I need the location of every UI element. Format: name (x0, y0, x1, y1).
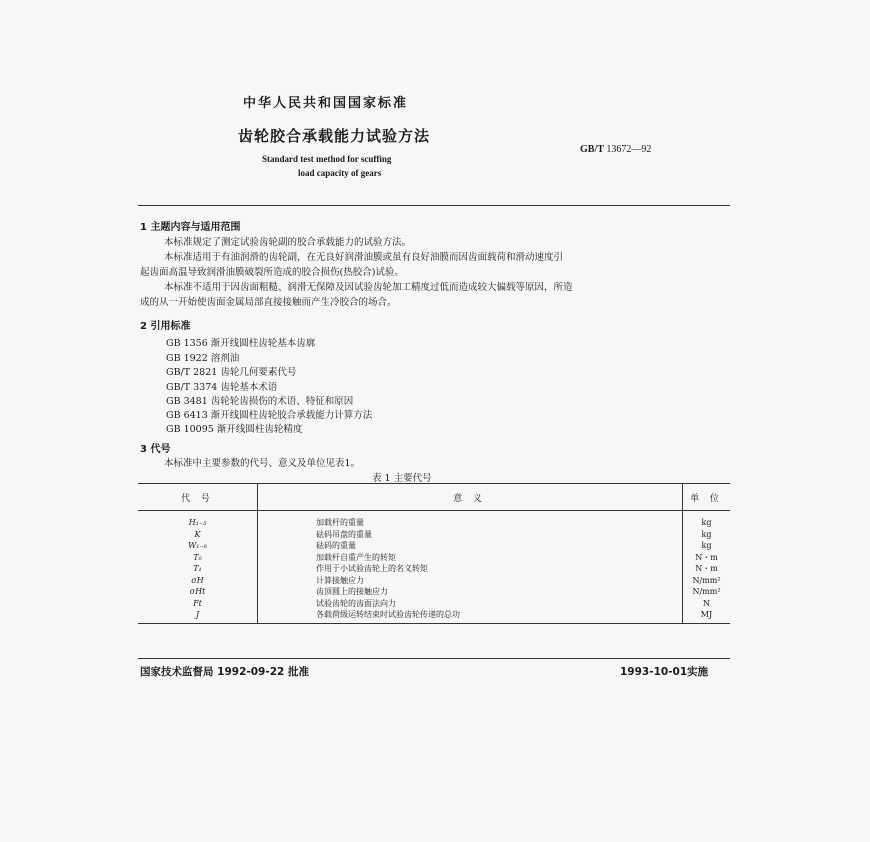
unit-cell: kg (701, 518, 712, 528)
paragraph: 起齿面高温导致润滑油膜破裂所造成的胶合损伤(热胶合)试验。 (140, 267, 404, 278)
unit-cell: N/mm² (692, 575, 721, 585)
unit-cell: N・m (695, 552, 718, 562)
symbol-cell: W₁₋₆ (138, 540, 258, 552)
paragraph: 本标准不适用于因齿面粗糙、润滑无保障及因试验齿轮加工精度过低而造成较大偏载等原因，所造 (164, 282, 573, 293)
meaning-cell: 加载杆自重产生的转矩 (258, 552, 683, 564)
national-standard-label: 中华人民共和国国家标准 (243, 96, 409, 111)
symbol-cell: J (138, 609, 258, 623)
section-heading-2: 2 引用标准 (140, 321, 191, 332)
table-row (138, 586, 730, 598)
header-meaning: 意 义 (258, 484, 683, 511)
paragraph: 本标准规定了测定试验齿轮副的胶合承载能力的试验方法。 (164, 237, 412, 248)
symbol-cell: σH (138, 575, 258, 587)
unit-cell: N・m (695, 564, 718, 574)
reference-item: GB 1356 渐开线圆柱齿轮基本齿廓 (166, 338, 316, 349)
reference-item: GB 1922 溶剂油 (166, 353, 240, 364)
table-header-row (138, 484, 730, 511)
reference-item: GB 10095 渐开线圆柱齿轮精度 (166, 424, 303, 435)
symbol-cell: K (138, 529, 258, 541)
section-heading-3: 3 代号 (140, 444, 171, 455)
symbol-cell: σHt (138, 586, 258, 598)
unit-cell: N (703, 598, 710, 608)
header-unit: 单 位 (683, 484, 731, 511)
table-row (138, 575, 730, 587)
paragraph: 本标准中主要参数的代号、意义及单位见表1。 (164, 458, 361, 469)
standard-code-number: 13672—92 (606, 144, 652, 155)
reference-item: GB/T 3374 齿轮基本术语 (166, 382, 278, 393)
meaning-cell: 试验齿轮的齿面法向力 (258, 598, 683, 610)
standard-code-prefix: GB/T (580, 144, 604, 155)
unit-cell: N/mm² (692, 587, 721, 597)
reference-item: GB 3481 齿轮轮齿损伤的术语、特征和原因 (166, 396, 354, 407)
reference-item: GB 6413 渐开线圆柱齿轮胶合承载能力计算方法 (166, 410, 373, 421)
approval-line: 国家技术监督局 1992-09-22 批准 (140, 666, 309, 678)
reference-item: GB/T 2821 齿轮几何要素代号 (166, 367, 297, 378)
table-row (138, 609, 730, 623)
unit-cell: kg (701, 529, 712, 539)
title-english-line1: Standard test method for scuffing (262, 154, 392, 164)
symbol-cell: H₁₋₅ (138, 511, 258, 529)
title-english-line2: load capacity of gears (298, 168, 382, 178)
table-row (138, 563, 730, 575)
meaning-cell: 砝码吊盘的重量 (258, 529, 683, 541)
symbol-cell: T₁ (138, 563, 258, 575)
table-row (138, 540, 730, 552)
paragraph: 成的从一开始使齿面金属局部直接接触而产生冷胶合的场合。 (140, 297, 397, 308)
symbol-table (138, 483, 730, 624)
implementation-date: 1993-10-01实施 (620, 666, 709, 678)
meaning-cell: 加载杆的重量 (258, 511, 683, 529)
table-caption: 表 1 主要代号 (372, 473, 432, 484)
header-symbol: 代 号 (138, 484, 258, 511)
table-row (138, 598, 730, 610)
meaning-cell: 砝码的重量 (258, 540, 683, 552)
table-row (138, 552, 730, 564)
symbol-cell: T₀ (138, 552, 258, 564)
standard-code (580, 144, 651, 155)
symbol-cell: Ft (138, 598, 258, 610)
meaning-cell: 计算接触应力 (258, 575, 683, 587)
unit-cell: kg (701, 541, 712, 551)
footer-rule (138, 658, 730, 659)
meaning-cell: 各载荷级运转结束时试验齿轮传递的总功 (258, 609, 683, 623)
unit-cell: MJ (683, 609, 731, 623)
table-row (138, 511, 730, 529)
title-chinese: 齿轮胶合承载能力试验方法 (238, 127, 431, 145)
meaning-cell: 齿顶圆上的接触应力 (258, 586, 683, 598)
meaning-cell: 作用于小试验齿轮上的名义转矩 (258, 563, 683, 575)
paragraph: 本标准适用于有油润滑的齿轮副，在无良好润滑油膜或虽有良好油膜而因齿面载荷和滑动速度引 (164, 252, 564, 263)
table-row (138, 529, 730, 541)
section-heading-1: 1 主题内容与适用范围 (140, 222, 241, 233)
top-rule (138, 205, 730, 206)
